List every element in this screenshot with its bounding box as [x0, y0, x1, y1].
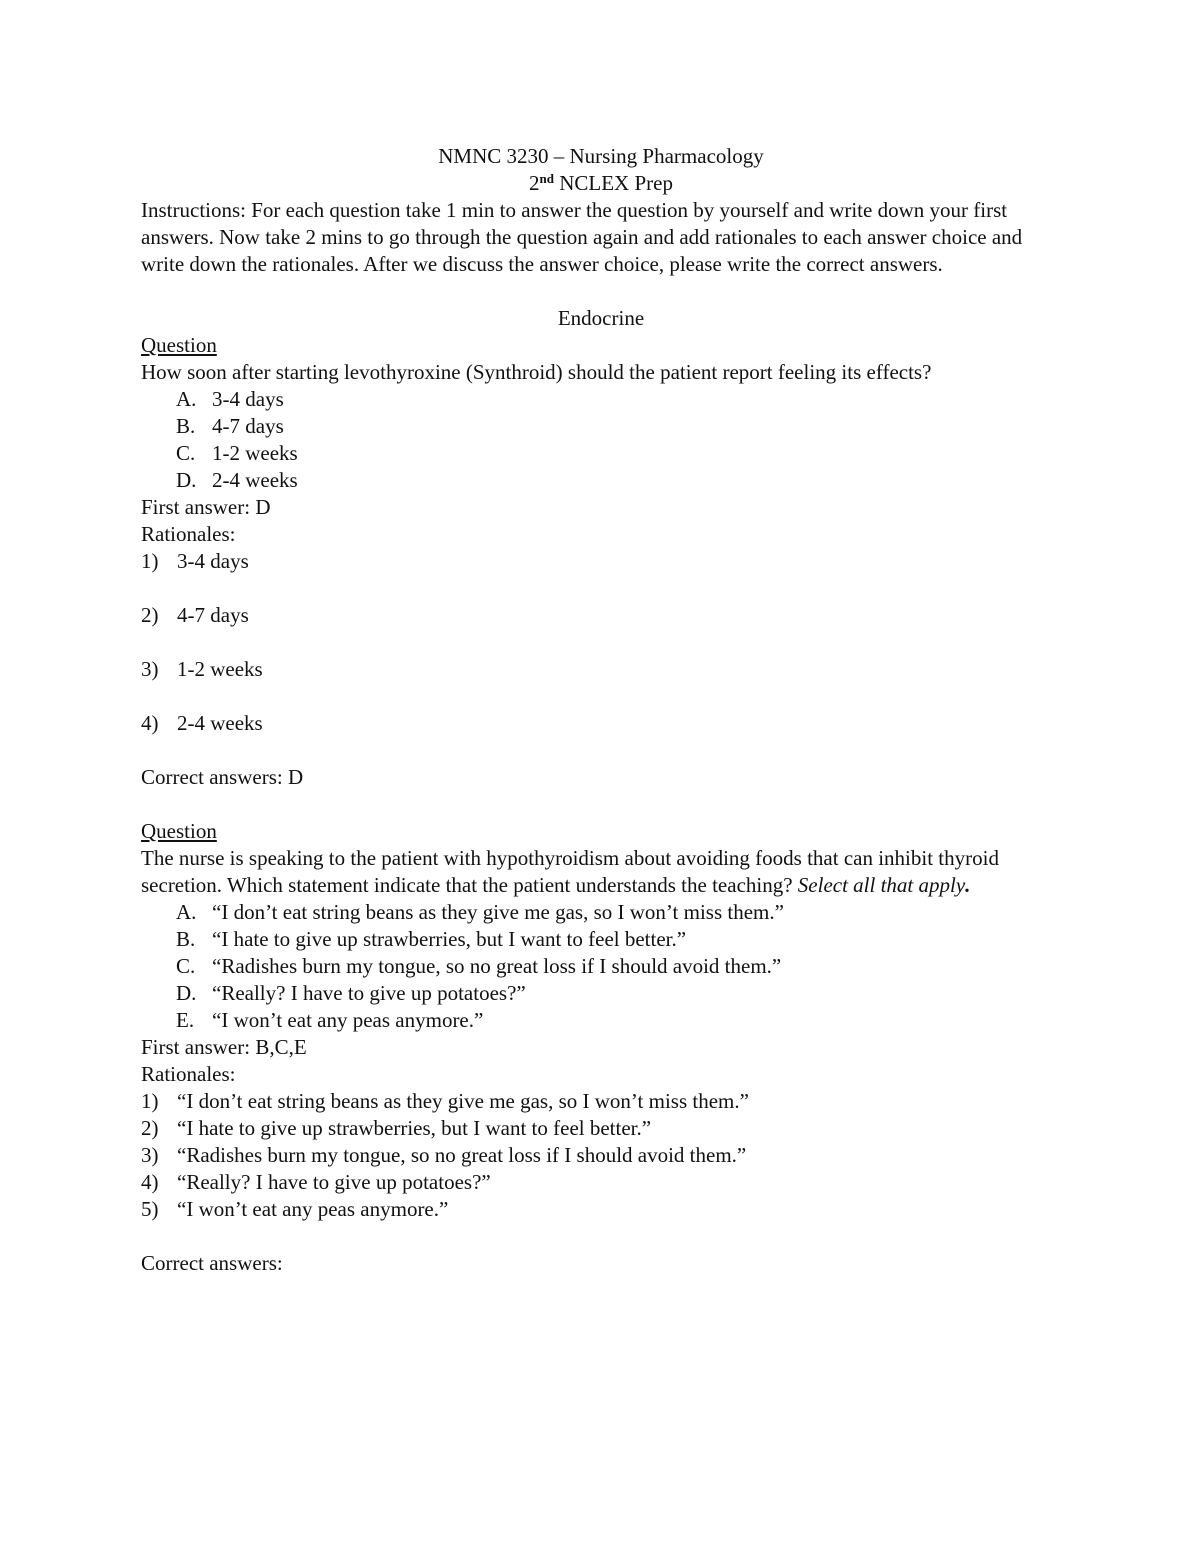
q1-rationale: [141, 602, 1061, 629]
rationale-label: 2): [141, 1116, 159, 1140]
q2-question-text: [141, 845, 1061, 899]
rationale-label: 3): [141, 1143, 159, 1167]
q2-rationale: [141, 1142, 1061, 1169]
rationale-text: 2-4 weeks: [177, 711, 263, 735]
q1-rationale: [141, 710, 1061, 737]
rationale-text: “I don’t eat string beans as they give me gas, so I won’t miss them.”: [177, 1089, 749, 1113]
prep-title: [141, 170, 1061, 197]
rationale-label: 2): [141, 603, 159, 627]
instructions-paragraph: Instructions: For each question take 1 min to answer the question by yourself and write down your first answers. Now take 2 mins to go through the question again and add rationales to each answer choice and write down the rationales. After we discuss the answer choice, please write the correct answers.: [141, 198, 1023, 276]
q2-option: [141, 899, 1061, 926]
option-text: 1-2 weeks: [212, 441, 298, 465]
rationale-label: 1): [141, 1089, 159, 1113]
option-label: E.: [176, 1008, 195, 1032]
rationale-text: “I won’t eat any peas anymore.”: [177, 1197, 449, 1221]
option-label: B.: [176, 414, 196, 438]
q1-rationale: [141, 548, 1061, 575]
rationale-text: “Really? I have to give up potatoes?”: [177, 1170, 491, 1194]
q1-rationale: [141, 656, 1061, 683]
option-text: “I hate to give up strawberries, but I want to feel better.”: [212, 927, 687, 951]
q2-first-answer: First answer: B,C,E: [141, 1035, 307, 1059]
q2-select-all-note: Select all that apply: [797, 873, 966, 897]
option-text: 4-7 days: [212, 414, 284, 438]
q2-option: [141, 953, 1061, 980]
q1-option: [141, 386, 1061, 413]
q2-heading: Question: [141, 819, 217, 843]
option-text: 3-4 days: [212, 387, 284, 411]
rationale-label: 3): [141, 657, 159, 681]
rationale-text: 3-4 days: [177, 549, 249, 573]
option-text: “Really? I have to give up potatoes?”: [212, 981, 526, 1005]
rationale-label: 1): [141, 549, 159, 573]
prep-ordinal: nd: [539, 171, 554, 186]
option-label: C.: [176, 954, 196, 978]
q2-option: [141, 926, 1061, 953]
q2-rationale: [141, 1115, 1061, 1142]
course-title: NMNC 3230 – Nursing Pharmacology: [438, 144, 764, 168]
q1-question-text: How soon after starting levothyroxine (Synthroid) should the patient report feeling its effects?: [141, 360, 932, 384]
q1-correct-answers: Correct answers: D: [141, 765, 304, 789]
rationale-label: 4): [141, 1170, 159, 1194]
q1-option: [141, 467, 1061, 494]
rationale-label: 4): [141, 711, 159, 735]
q2-rationale: [141, 1196, 1061, 1223]
q2-question-end: .: [965, 873, 971, 897]
q2-rationale: [141, 1169, 1061, 1196]
q2-question-main: The nurse is speaking to the patient with hypothyroidism about avoiding foods that can inhibit thyroid secretion. Which statement indicate that the patient understands the teaching?: [141, 846, 999, 897]
q2-option: [141, 1007, 1061, 1034]
q2-correct-answers: Correct answers:: [141, 1251, 283, 1275]
option-text: “I don’t eat string beans as they give me gas, so I won’t miss them.”: [212, 900, 784, 924]
rationale-text: 1-2 weeks: [177, 657, 263, 681]
section-title: Endocrine: [557, 306, 645, 330]
option-label: D.: [176, 468, 197, 492]
option-label: A.: [176, 900, 197, 924]
document-page: [141, 143, 1061, 1277]
prep-title-text: NCLEX Prep: [553, 171, 673, 195]
prep-number: 2: [529, 171, 540, 195]
q2-option: [141, 980, 1061, 1007]
rationale-label: 5): [141, 1197, 159, 1221]
q1-option: [141, 440, 1061, 467]
option-label: D.: [176, 981, 197, 1005]
q2-rationale: [141, 1088, 1061, 1115]
option-label: C.: [176, 441, 196, 465]
q1-first-answer: First answer: D: [141, 495, 271, 519]
option-text: “I won’t eat any peas anymore.”: [212, 1008, 484, 1032]
rationale-text: “I hate to give up strawberries, but I want to feel better.”: [177, 1116, 652, 1140]
q1-rationales-heading: Rationales:: [141, 522, 236, 546]
option-label: A.: [176, 387, 197, 411]
rationale-text: 4-7 days: [177, 603, 249, 627]
q2-rationales-heading: Rationales:: [141, 1062, 236, 1086]
rationale-text: “Radishes burn my tongue, so no great loss if I should avoid them.”: [177, 1143, 747, 1167]
option-text: “Radishes burn my tongue, so no great loss if I should avoid them.”: [212, 954, 782, 978]
q1-option: [141, 413, 1061, 440]
q1-heading: Question: [141, 333, 217, 357]
option-label: B.: [176, 927, 196, 951]
option-text: 2-4 weeks: [212, 468, 298, 492]
